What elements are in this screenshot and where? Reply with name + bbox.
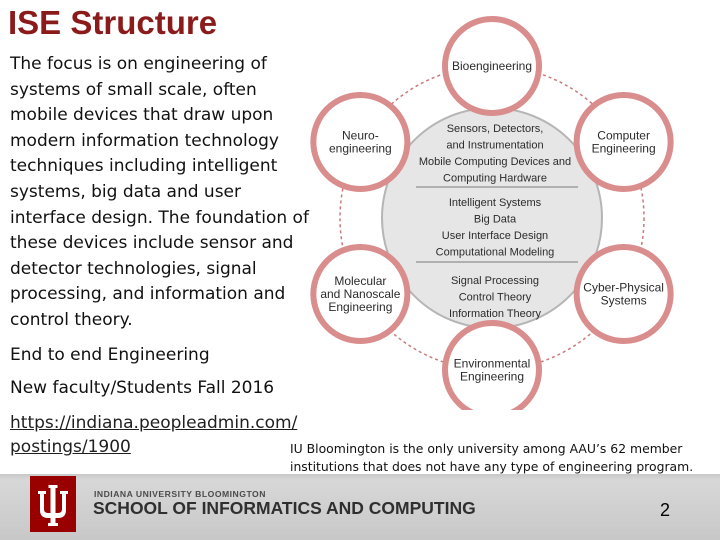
center-topic-label: Intelligent Systems	[448, 197, 542, 209]
center-topic-label: Computing Hardware	[443, 172, 547, 185]
postings-link[interactable]: https://indiana.peopleadmin.com/	[10, 413, 298, 433]
cyber-physical-systems-label: Systems	[600, 293, 647, 308]
molecular-nanoscale-engineering-node	[313, 247, 407, 341]
environmental-engineering-label: Engineering	[459, 369, 525, 384]
footer-shadow	[0, 474, 720, 480]
slide-title: ISE Structure	[8, 4, 218, 41]
computer-engineering-label: Computer	[597, 128, 650, 143]
molecular-nanoscale-engineering-label: Molecular	[334, 274, 387, 288]
environmental-engineering-label: Environmental	[453, 356, 531, 371]
center-topic-label: and Instrumentation	[446, 139, 544, 152]
cyber-physical-systems-label: Cyber-Physical	[583, 280, 664, 295]
center-topic-label: Mobile Computing Devices and	[418, 156, 572, 168]
university-name: INDIANA UNIVERSITY BLOOMINGTON	[94, 489, 266, 499]
bioengineering-label: Bioengineering	[451, 59, 533, 73]
aau-note: IU Bloomington is the only university among AAU’s 62 member institutions that does not have any type of engineering program.	[290, 441, 694, 474]
computer-engineering-node	[577, 95, 671, 189]
center-topic-label: Big Data	[473, 213, 517, 226]
school-name: SCHOOL OF INFORMATICS AND COMPUTING	[93, 498, 476, 518]
center-topic-label: Control Theory	[458, 291, 532, 304]
center-topic-label: Sensors, Detectors,	[446, 123, 544, 135]
center-topic-label: Computational Modeling	[435, 246, 555, 259]
neuro-engineering-label: engineering	[329, 141, 392, 156]
postings-link-continued[interactable]: postings/1900	[10, 437, 131, 457]
engineering-diagram	[300, 10, 700, 410]
environmental-engineering-node	[445, 323, 539, 410]
bioengineering-node	[445, 19, 539, 113]
neuro-engineering-label: Neuro-	[342, 128, 379, 143]
cyber-physical-systems-node	[577, 247, 671, 341]
center-topic-label: User Interface Design	[441, 230, 549, 242]
molecular-nanoscale-engineering-label: and Nanoscale	[320, 287, 401, 301]
new-faculty-text: New faculty/Students Fall 2016	[10, 378, 275, 398]
body-paragraph: The focus is on engineering of systems of small scale, often mobile devices that draw upon modern information technology techniques including intelligent systems, big data and user interface design. The foundation of these devices include sensor and detector technologies, signal processing, and information and control theory.	[10, 54, 309, 330]
center-topic-label: Signal Processing	[450, 275, 540, 287]
computer-engineering-label: Engineering	[591, 141, 656, 156]
neuro-engineering-node	[313, 95, 407, 189]
page-number: 2	[660, 500, 671, 520]
iu-trident-logo	[30, 476, 76, 532]
molecular-nanoscale-engineering-label: Engineering	[328, 300, 393, 314]
end-to-end-text: End to end Engineering	[10, 345, 210, 365]
center-topic-label: Information Theory	[448, 308, 542, 320]
